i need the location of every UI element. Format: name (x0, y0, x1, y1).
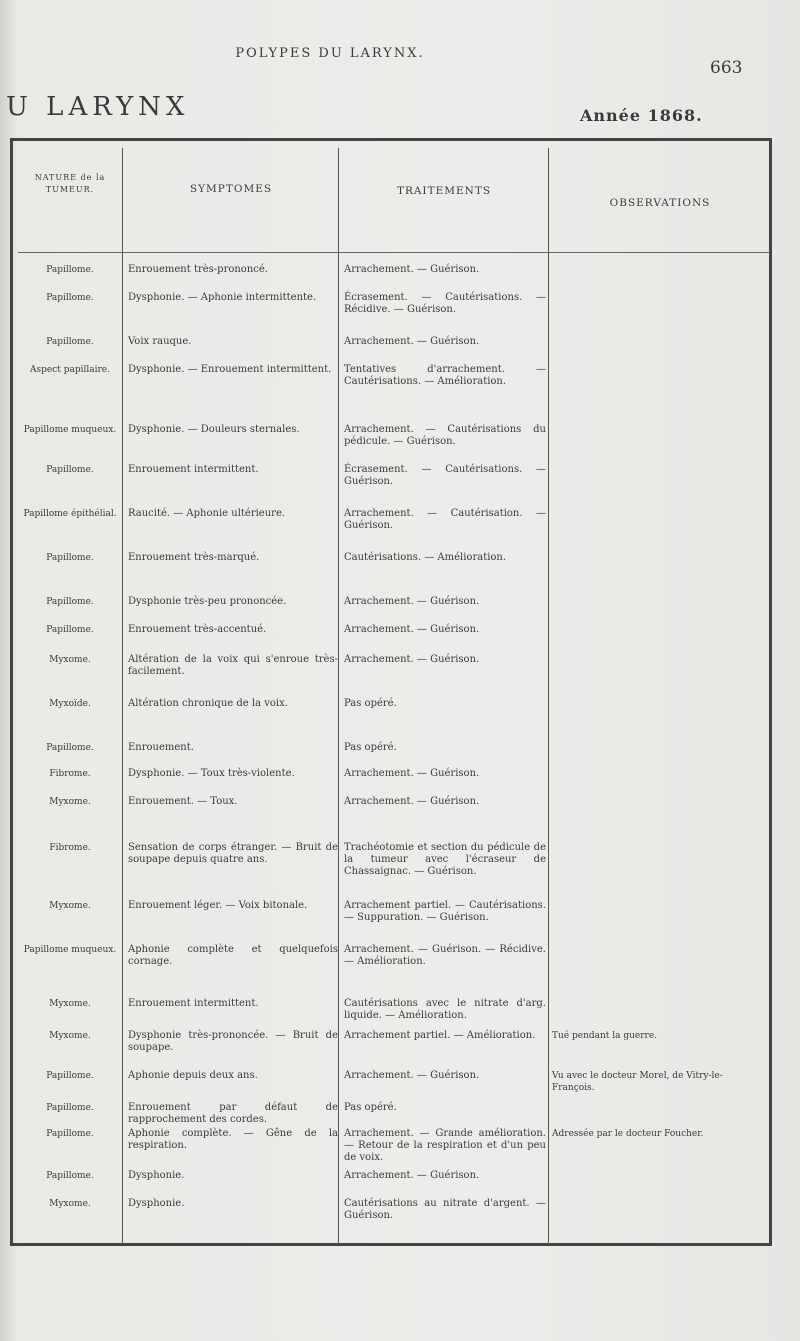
cell-symptoms: Dysphonie très-peu prononcée. (128, 596, 287, 607)
cell-symptoms: Enrouement. — Toux. (128, 796, 238, 807)
cell-nature: Myxome. (49, 901, 91, 911)
column-header-observations: OBSERVATIONS (609, 197, 711, 209)
cell-nature: Papillome. (46, 337, 94, 347)
cell-symptoms: Enrouement intermittent. (128, 464, 259, 475)
cell-treatments: Arrachement. — Cautérisation. — Guérison. (344, 508, 546, 531)
cell-treatments: Arrachement. — Guérison. (344, 796, 480, 807)
cell-treatments: Écrasement. — Cautérisations. — Guérison. (344, 464, 546, 487)
cell-nature: Papillome. (46, 1171, 94, 1181)
column-divider (548, 148, 549, 1244)
cell-nature: Papillome. (46, 625, 94, 635)
cell-nature: Papillome. (46, 465, 94, 475)
cell-nature: Papillome muqueux. (23, 425, 117, 435)
cell-symptoms: Enrouement très-prononcé. (128, 264, 268, 275)
cell-nature: Myxome. (49, 999, 91, 1009)
cell-treatments: Arrachement. — Guérison. (344, 768, 480, 779)
running-head: POLYPES DU LARYNX. (235, 46, 425, 61)
cell-symptoms: Dysphonie. (128, 1198, 185, 1209)
cell-symptoms: Enrouement léger. — Voix bitonale. (128, 900, 308, 911)
cell-symptoms: Enrouement intermittent. (128, 998, 259, 1009)
cell-symptoms: Altération chronique de la voix. (128, 698, 288, 709)
cell-nature: Papillome. (46, 293, 94, 303)
cell-treatments: Arrachement. — Guérison. (344, 1170, 480, 1181)
page-number: 663 (710, 58, 743, 78)
cell-symptoms: Dysphonie. (128, 1170, 185, 1181)
cell-symptoms: Aphonie complète. — Gêne de la respiration. (128, 1128, 338, 1151)
cell-nature: Papillome muqueux. (23, 945, 117, 955)
cell-treatments: Cautérisations avec le nitrate d'arg. liquide. — Amélioration. (344, 998, 546, 1021)
cell-observations: Vu avec le docteur Morel, de Vitry-le-François. (552, 1071, 723, 1093)
cell-treatments: Pas opéré. (344, 698, 397, 709)
cell-symptoms: Enrouement très-marqué. (128, 552, 260, 563)
cell-nature: Myxome. (49, 1031, 91, 1041)
cell-symptoms: Voix rauque. (128, 336, 192, 347)
column-divider (122, 148, 123, 1244)
cell-nature: Myxome. (49, 797, 91, 807)
cell-nature: Papillome. (46, 1129, 94, 1139)
cell-symptoms: Enrouement très-accentué. (128, 624, 267, 635)
cell-treatments: Arrachement. — Guérison. (344, 596, 480, 607)
cell-symptoms: Dysphonie. — Toux très-violente. (128, 768, 295, 779)
cell-treatments: Arrachement. — Guérison. — Récidive. — Amélioration. (344, 944, 546, 967)
cell-treatments: Arrachement. — Grande amélioration. — Retour de la respiration et d'un peu de voix. (344, 1128, 546, 1163)
cell-treatments: Trachéotomie et section du pédicule de la tumeur avec l'écraseur de Chassaignac. — Guérison. (344, 842, 546, 877)
cell-treatments: Arrachement partiel. — Cautérisations. — Suppuration. — Guérison. (344, 900, 546, 923)
cell-symptoms: Aphonie depuis deux ans. (128, 1070, 258, 1081)
section-title: U LARYNX (6, 92, 190, 122)
cell-symptoms: Enrouement par défaut de rapprochement des cordes. (128, 1102, 338, 1125)
cell-treatments: Arrachement. — Guérison. (344, 264, 480, 275)
cell-treatments: Arrachement. — Guérison. (344, 654, 480, 665)
cell-symptoms: Altération de la voix qui s'enroue très-facilement. (128, 654, 338, 677)
cell-treatments: Arrachement. — Guérison. (344, 1070, 480, 1081)
cell-nature: Fibrome. (49, 843, 91, 853)
cell-symptoms: Dysphonie. — Aphonie intermittente. (128, 292, 317, 303)
cell-symptoms: Enrouement. (128, 742, 194, 753)
cell-nature: Papillome épithélial. (23, 509, 117, 519)
cell-nature: Papillome. (46, 265, 94, 275)
column-divider (338, 148, 339, 1244)
cell-observations: Tué pendant la guerre. (552, 1031, 658, 1041)
cell-treatments: Pas opéré. (344, 742, 397, 753)
cell-symptoms: Raucité. — Aphonie ultérieure. (128, 508, 286, 519)
cell-symptoms: Aphonie complète et quelquefois cornage. (128, 944, 338, 967)
cell-nature: Papillome. (46, 597, 94, 607)
cell-nature: Fibrome. (49, 769, 91, 779)
cell-nature: Myxome. (49, 655, 91, 665)
cell-nature: Aspect papillaire. (30, 365, 110, 375)
cell-symptoms: Sensation de corps étranger. — Bruit de soupape depuis quatre ans. (128, 842, 338, 865)
cell-treatments: Tentatives d'arrachement. — Cautérisations. — Amélioration. (344, 364, 546, 387)
cell-symptoms: Dysphonie. — Enrouement intermittent. (128, 364, 332, 375)
header-rule (18, 252, 770, 253)
column-header-treatments: TRAITEMENTS (396, 185, 492, 197)
cell-nature: Papillome. (46, 1071, 94, 1081)
cell-symptoms: Dysphonie. — Douleurs sternales. (128, 424, 300, 435)
column-header-symptoms: SYMPTOMES (189, 183, 273, 195)
cell-nature: Myxome. (49, 1199, 91, 1209)
cell-nature: Papillome. (46, 553, 94, 563)
cell-treatments: Cautérisations au nitrate d'argent. — Guérison. (344, 1198, 546, 1221)
cell-observations: Adressée par le docteur Foucher. (552, 1129, 704, 1139)
year-label: Année 1868. (580, 106, 703, 125)
cell-nature: Papillome. (46, 1103, 94, 1113)
cell-treatments: Arrachement partiel. — Amélioration. (344, 1030, 536, 1041)
column-header-nature: NATURE de la TUMEUR. (34, 173, 106, 194)
cell-symptoms: Dysphonie très-prononcée. — Bruit de soupape. (128, 1030, 338, 1053)
cell-treatments: Pas opéré. (344, 1102, 397, 1113)
cell-treatments: Écrasement. — Cautérisations. — Récidive. — Guérison. (344, 292, 546, 315)
cell-treatments: Arrachement. — Cautérisations du pédicule. — Guérison. (344, 424, 546, 447)
cell-treatments: Arrachement. — Guérison. (344, 624, 480, 635)
cell-nature: Papillome. (46, 743, 94, 753)
cell-treatments: Cautérisations. — Amélioration. (344, 552, 507, 563)
cell-treatments: Arrachement. — Guérison. (344, 336, 480, 347)
cell-nature: Myxoïde. (49, 699, 91, 709)
